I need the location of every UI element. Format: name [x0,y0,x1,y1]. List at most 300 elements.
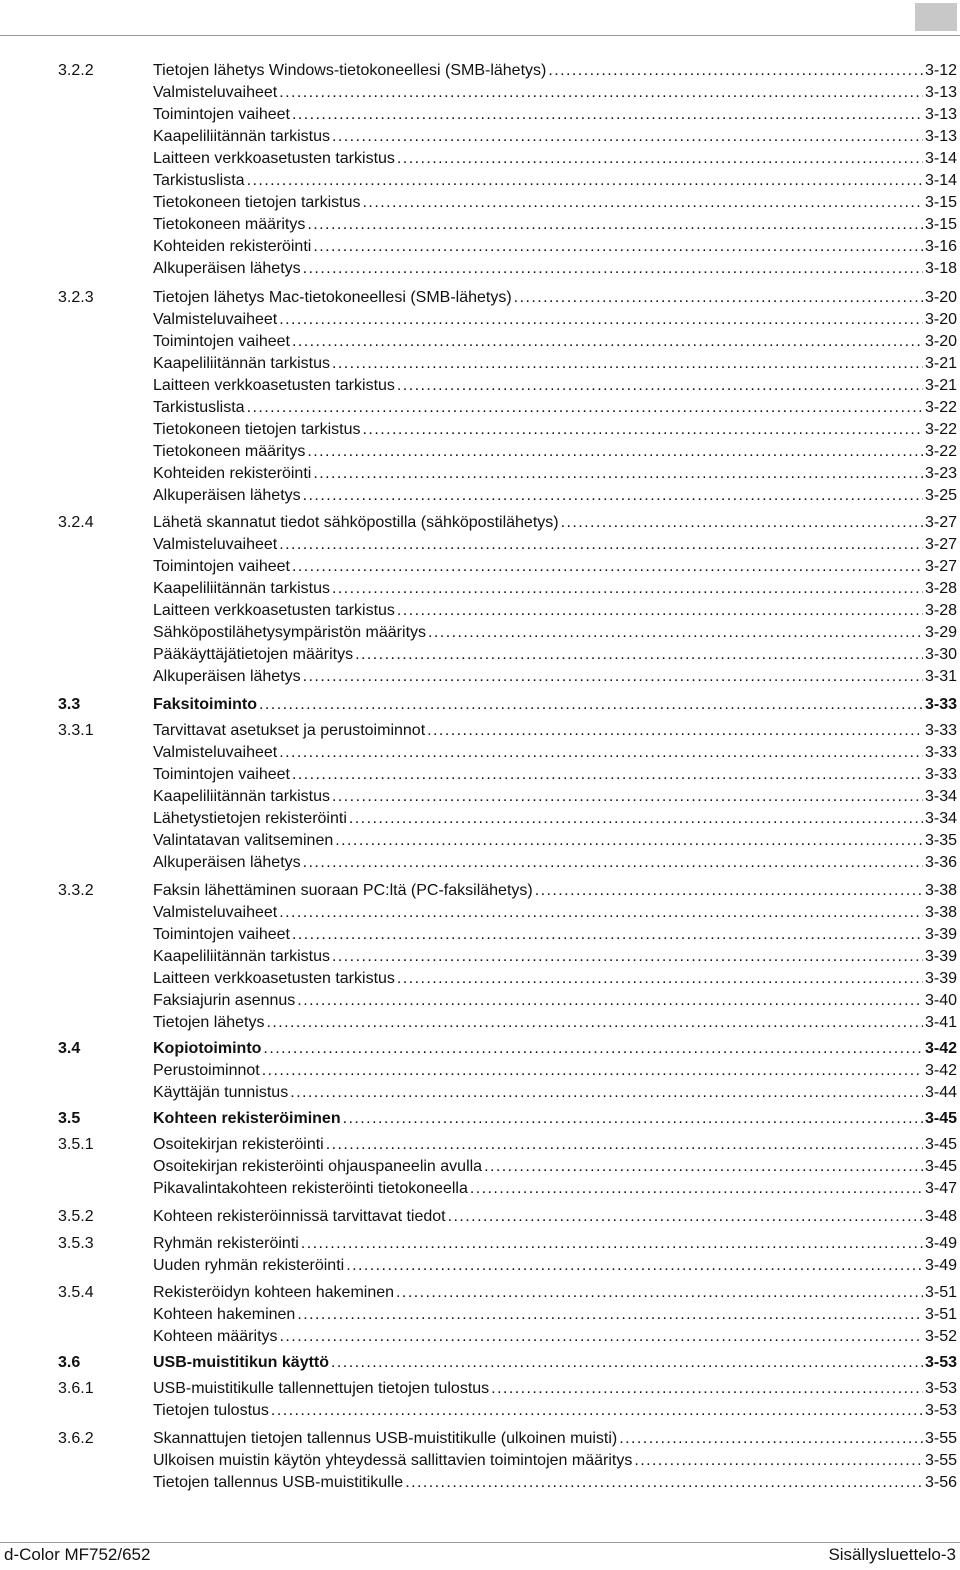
toc-row[interactable] [0,148,960,170]
toc-page-number[interactable]: 3-22 [924,443,957,460]
toc-entry-title[interactable]: Tietojen lähetys Mac-tietokoneellesi (SMB-lähetys) [153,289,512,306]
toc-entry-title[interactable]: Uuden ryhmän rekisteröinti [153,1257,345,1274]
toc-entry-title[interactable]: Alkuperäisen lähetys [153,260,301,277]
dot-leader [279,534,923,556]
toc-entry[interactable] [153,644,957,666]
toc-entry[interactable] [153,808,957,830]
toc-page-number[interactable]: 3-31 [924,668,957,685]
toc-entry-title[interactable]: Kopiotoiminto [153,1040,262,1057]
dot-leader [335,830,923,852]
toc-entry[interactable] [153,1326,957,1348]
toc-entry[interactable] [153,946,957,968]
toc-entry-title[interactable]: Laitteen verkkoasetusten tarkistus [153,602,395,619]
dot-leader [297,1304,923,1326]
toc-entry[interactable] [153,331,957,353]
toc-row[interactable] [0,236,960,258]
toc-page-number[interactable]: 3-15 [924,194,957,211]
dot-leader [331,1352,923,1374]
toc-entry-title[interactable]: Tietokoneen tietojen tarkistus [153,421,361,438]
toc-page-number[interactable]: 3-23 [924,465,957,482]
toc-entry-title[interactable]: Laitteen verkkoasetusten tarkistus [153,150,395,167]
toc-entry-title[interactable]: Faksin lähettäminen suoraan PC:ltä (PC-faksilähetys) [153,882,533,899]
toc-row[interactable] [0,1450,960,1472]
toc-row[interactable] [0,485,960,507]
toc-entry-title[interactable]: Tietojen tulostus [153,1402,269,1419]
toc-page-number[interactable]: 3-52 [924,1328,957,1345]
toc-entry-title[interactable]: Toimintojen vaiheet [153,333,290,350]
toc-entry-title[interactable]: Kohteiden rekisteröinti [153,238,312,255]
toc-entry[interactable] [153,214,957,236]
toc-entry-title[interactable]: Valmisteluvaiheet [153,536,278,553]
toc-page-number[interactable]: 3-47 [924,1180,957,1197]
toc-section-number: 3.4 [58,1040,81,1057]
toc-entry-title[interactable]: USB-muistitikulle tallennettujen tietojen tulostus [153,1380,490,1397]
toc-row[interactable] [0,666,960,688]
toc-entry-title[interactable]: Faksitoiminto [153,696,258,713]
toc-entry-title[interactable]: Valintatavan valitseminen [153,832,334,849]
toc-page-number[interactable]: 3-55 [924,1430,957,1447]
toc-entry[interactable] [153,830,957,852]
toc-page-number[interactable]: 3-49 [924,1235,957,1252]
toc-row[interactable] [0,353,960,375]
toc-row[interactable] [0,644,960,666]
toc-page-number[interactable]: 3-36 [924,854,957,871]
toc-entry[interactable] [153,1156,957,1178]
toc-entry-title[interactable]: Sähköpostilähetysympäristön määritys [153,624,427,641]
toc-page-number[interactable]: 3-33 [924,766,957,783]
dot-leader [247,397,923,419]
toc-row[interactable] [0,1012,960,1034]
toc-entry-title[interactable]: Kohteen rekisteröinnissä tarvittavat tiedot [153,1208,446,1225]
toc-row[interactable] [0,556,960,578]
toc-page-number[interactable]: 3-20 [924,289,957,306]
toc-page-number[interactable]: 3-51 [924,1306,957,1323]
toc-entry[interactable] [153,170,957,192]
toc-entry-title[interactable]: Toimintojen vaiheet [153,766,290,783]
toc-page-number[interactable]: 3-18 [924,260,957,277]
toc-row[interactable] [0,1304,960,1326]
toc-entry[interactable] [153,1038,957,1060]
toc-row[interactable] [0,1255,960,1277]
toc-row[interactable] [0,375,960,397]
toc-entry-title[interactable]: Valmisteluvaiheet [153,744,278,761]
toc-row[interactable] [0,214,960,236]
dot-leader [263,1038,923,1060]
dot-leader [259,694,923,716]
toc-entry[interactable] [153,1450,957,1472]
toc-entry-title[interactable]: Osoitekirjan rekisteröinti ohjauspaneelin avulla [153,1158,483,1175]
toc-page-number[interactable]: 3-45 [924,1110,957,1127]
dot-leader [303,485,923,507]
toc-entry-title[interactable]: Pääkäyttäjätietojen määritys [153,646,354,663]
toc-section-number: 3.3.2 [58,882,94,899]
footer-page-label: Sisällysluettelo-3 [828,1545,956,1564]
toc-page-number[interactable]: 3-56 [924,1474,957,1491]
dot-leader [303,666,923,688]
toc-row[interactable] [0,1156,960,1178]
toc-page-number[interactable]: 3-42 [924,1062,957,1079]
toc-page-number[interactable]: 3-42 [924,1040,957,1057]
dot-leader [470,1178,923,1200]
toc-row[interactable] [0,946,960,968]
toc-entry[interactable] [153,192,957,214]
dot-leader [303,852,923,874]
toc-row[interactable] [0,463,960,485]
toc-entry[interactable] [153,1060,957,1082]
toc-row[interactable] [0,578,960,600]
toc-entry[interactable] [153,1428,957,1450]
toc-page-number[interactable]: 3-44 [924,1084,957,1101]
footer-product-name: d-Color MF752/652 [4,1545,151,1564]
toc-row[interactable] [0,1060,960,1082]
toc-entry-title[interactable]: Ryhmän rekisteröinti [153,1235,299,1252]
toc-entry-title[interactable]: Käyttäjän tunnistus [153,1084,289,1101]
toc-entry-title[interactable]: Skannattujen tietojen tallennus USB-muistitikulle (ulkoinen muisti) [153,1430,618,1447]
toc-entry[interactable] [153,309,957,331]
dot-leader [535,880,923,902]
toc-section-number: 3.2.2 [58,62,94,79]
toc-entry[interactable] [153,353,957,375]
toc-entry-title[interactable]: USB-muistitikun käyttö [153,1354,330,1371]
toc-row[interactable] [0,331,960,353]
toc-entry[interactable] [153,126,957,148]
corner-tab-marker [915,3,957,31]
toc-entry[interactable] [153,441,957,463]
toc-page-number[interactable]: 3-38 [924,904,957,921]
toc-row[interactable] [0,534,960,556]
dot-leader [332,126,923,148]
toc-entry[interactable] [153,258,957,280]
toc-row[interactable] [0,786,960,808]
dot-leader [307,441,923,463]
toc-entry[interactable] [153,236,957,258]
toc-page-number[interactable]: 3-16 [924,238,957,255]
toc-page-number[interactable]: 3-49 [924,1257,957,1274]
toc-page-number[interactable]: 3-25 [924,487,957,504]
dot-leader [427,720,923,742]
toc-row[interactable] [0,924,960,946]
toc-page-number[interactable]: 3-55 [924,1452,957,1469]
toc-entry-title[interactable]: Valmisteluvaiheet [153,311,278,328]
toc-page-number[interactable]: 3-33 [924,722,957,739]
toc-entry-title[interactable]: Lähetystietojen rekisteröinti [153,810,347,827]
toc-page-number[interactable]: 3-33 [924,696,957,713]
toc-page-number[interactable]: 3-53 [924,1354,957,1371]
toc-entry-title[interactable]: Tietokoneen tietojen tarkistus [153,194,361,211]
toc-entry-title[interactable]: Tarkistuslista [153,172,245,189]
toc-row[interactable] [0,1352,960,1374]
toc-entry-title[interactable]: Laitteen verkkoasetusten tarkistus [153,970,395,987]
toc-row[interactable] [0,1178,960,1200]
toc-entry-title[interactable]: Tietokoneen määritys [153,443,306,460]
toc-entry-title[interactable]: Kohteen määritys [153,1328,278,1345]
toc-page-number[interactable]: 3-22 [924,421,957,438]
toc-entry-title[interactable]: Laitteen verkkoasetusten tarkistus [153,377,395,394]
toc-row[interactable] [0,82,960,104]
toc-row[interactable] [0,192,960,214]
toc-row[interactable] [0,1233,960,1255]
toc-entry-title[interactable]: Ulkoisen muistin käytön yhteydessä sallittavien toimintojen määritys [153,1452,633,1469]
toc-page-number[interactable]: 3-30 [924,646,957,663]
dot-leader [292,764,923,786]
toc-page-number[interactable]: 3-21 [924,377,957,394]
toc-section-number: 3.3 [58,696,81,713]
toc-page-number[interactable]: 3-40 [924,992,957,1009]
toc-entry-title[interactable]: Faksiajurin asennus [153,992,296,1009]
toc-entry-title[interactable]: Valmisteluvaiheet [153,84,278,101]
toc-page-number[interactable]: 3-14 [924,150,957,167]
toc-row[interactable] [0,764,960,786]
toc-entry[interactable] [153,622,957,644]
toc-row[interactable] [0,1326,960,1348]
toc-entry[interactable] [153,990,957,1012]
toc-entry[interactable] [153,1206,957,1228]
toc-entry[interactable] [153,1178,957,1200]
toc-entry-title[interactable]: Kohteen hakeminen [153,1306,296,1323]
toc-entry-title[interactable]: Alkuperäisen lähetys [153,487,301,504]
toc-row[interactable] [0,1134,960,1156]
toc-page-number[interactable]: 3-41 [924,1014,957,1031]
toc-page-number[interactable]: 3-27 [924,558,957,575]
toc-row[interactable] [0,600,960,622]
dot-leader [349,808,923,830]
toc-entry-title[interactable]: Alkuperäisen lähetys [153,854,301,871]
toc-page-number[interactable]: 3-13 [924,84,957,101]
toc-entry-title[interactable]: Kaapeliliitännän tarkistus [153,788,330,805]
toc-entry-title[interactable]: Pikavalintakohteen rekisteröinti tietokoneella [153,1180,468,1197]
toc-entry[interactable] [153,742,957,764]
toc-entry-title[interactable]: Rekisteröidyn kohteen hakeminen [153,1284,395,1301]
dot-leader [279,82,923,104]
toc-entry[interactable] [153,666,957,688]
toc-entry[interactable] [153,578,957,600]
toc-entry-title[interactable]: Tietokoneen määritys [153,216,306,233]
toc-page-number[interactable]: 3-48 [924,1208,957,1225]
toc-entry[interactable] [153,287,957,309]
toc-row[interactable] [0,419,960,441]
toc-row[interactable] [0,104,960,126]
toc-entry[interactable] [153,764,957,786]
dot-leader [292,331,923,353]
toc-page-number[interactable]: 3-20 [924,311,957,328]
toc-entry[interactable] [153,1233,957,1255]
toc-row[interactable] [0,742,960,764]
toc-page-number[interactable]: 3-45 [924,1158,957,1175]
toc-entry[interactable] [153,852,957,874]
toc-row[interactable] [0,990,960,1012]
toc-entry[interactable] [153,1134,957,1156]
toc-entry-title[interactable]: Perustoiminnot [153,1062,260,1079]
toc-row[interactable] [0,512,960,534]
toc-entry[interactable] [153,463,957,485]
toc-entry-title[interactable]: Lähetä skannatut tiedot sähköpostilla (sähköpostilähetys) [153,514,559,531]
toc-entry[interactable] [153,720,957,742]
toc-entry[interactable] [153,104,957,126]
toc-page-number[interactable]: 3-45 [924,1136,957,1153]
dot-leader [514,287,923,309]
toc-page-number[interactable]: 3-14 [924,172,957,189]
toc-entry[interactable] [153,512,957,534]
toc-section-number: 3.6.2 [58,1430,94,1447]
toc-entry[interactable] [153,1282,957,1304]
toc-entry-title[interactable]: Valmisteluvaiheet [153,904,278,921]
dot-leader [301,1233,923,1255]
toc-entry-title[interactable]: Toimintojen vaiheet [153,926,290,943]
dot-leader [397,968,923,990]
dot-leader [363,419,923,441]
toc-row[interactable] [0,1038,960,1060]
toc-entry-title[interactable]: Tietojen lähetys [153,1014,265,1031]
toc-entry[interactable] [153,1378,957,1400]
toc-row[interactable] [0,720,960,742]
toc-entry-title[interactable]: Tarvittavat asetukset ja perustoiminnot [153,722,426,739]
toc-entry[interactable] [153,556,957,578]
toc-entry[interactable] [153,485,957,507]
toc-row[interactable] [0,1428,960,1450]
toc-row[interactable] [0,170,960,192]
toc-page-number[interactable]: 3-28 [924,580,957,597]
toc-section-number: 3.5.2 [58,1208,94,1225]
dot-leader [280,1326,923,1348]
toc-page-number[interactable]: 3-39 [924,970,957,987]
toc-row[interactable] [0,880,960,902]
toc-entry[interactable] [153,902,957,924]
dot-leader [332,353,923,375]
toc-page-number[interactable]: 3-28 [924,602,957,619]
dot-leader [307,214,923,236]
toc-entry[interactable] [153,148,957,170]
toc-page-number[interactable]: 3-51 [924,1284,957,1301]
toc-row[interactable] [0,1082,960,1104]
toc-page-number[interactable]: 3-33 [924,744,957,761]
toc-entry[interactable] [153,1472,957,1494]
toc-page-number[interactable]: 3-22 [924,399,957,416]
toc-page-number[interactable]: 3-20 [924,333,957,350]
toc-row[interactable] [0,808,960,830]
toc-page-number[interactable]: 3-38 [924,882,957,899]
toc-page-number[interactable]: 3-53 [924,1402,957,1419]
dot-leader [290,1082,923,1104]
toc-entry-title[interactable]: Kaapeliliitännän tarkistus [153,580,330,597]
dot-leader [396,1282,923,1304]
toc-row[interactable] [0,287,960,309]
toc-row[interactable] [0,852,960,874]
toc-entry-title[interactable]: Kohteen rekisteröiminen [153,1110,341,1127]
toc-row[interactable] [0,902,960,924]
toc-row[interactable] [0,441,960,463]
toc-entry[interactable] [153,694,957,716]
toc-entry[interactable] [153,60,957,82]
toc-entry[interactable] [153,1012,957,1034]
toc-page-number[interactable]: 3-29 [924,624,957,641]
toc-row[interactable] [0,1206,960,1228]
dot-leader [332,578,923,600]
toc-entry-title[interactable]: Kaapeliliitännän tarkistus [153,355,330,372]
toc-entry[interactable] [153,1108,957,1130]
toc-page-number[interactable]: 3-21 [924,355,957,372]
toc-row[interactable] [0,1378,960,1400]
toc-entry-title[interactable]: Kaapeliliitännän tarkistus [153,128,330,145]
dot-leader [279,902,923,924]
toc-entry[interactable] [153,600,957,622]
dot-leader [326,1134,923,1156]
toc-page-number[interactable]: 3-12 [924,62,957,79]
toc-entry[interactable] [153,375,957,397]
toc-entry[interactable] [153,534,957,556]
toc-entry-title[interactable]: Tietojen lähetys Windows-tietokoneellesi (SMB-lähetys) [153,62,547,79]
toc-row[interactable] [0,309,960,331]
dot-leader [397,600,923,622]
toc-row[interactable] [0,622,960,644]
toc-row[interactable] [0,968,960,990]
dot-leader [332,946,923,968]
dot-leader [634,1450,923,1472]
toc-page-number[interactable]: 3-27 [924,536,957,553]
toc-entry-title[interactable]: Tietojen tallennus USB-muistitikulle [153,1474,404,1491]
toc-row[interactable] [0,1282,960,1304]
dot-leader [343,1108,923,1130]
toc-row[interactable] [0,1472,960,1494]
toc-row[interactable] [0,830,960,852]
toc-page-number[interactable]: 3-13 [924,106,957,123]
toc-page-number[interactable]: 3-34 [924,810,957,827]
toc-entry[interactable] [153,1082,957,1104]
toc-entry[interactable] [153,786,957,808]
toc-entry-title[interactable]: Kohteiden rekisteröinti [153,465,312,482]
toc-section-number: 3.3.1 [58,722,94,739]
dot-leader [297,990,923,1012]
dot-leader [491,1378,923,1400]
toc-row[interactable] [0,397,960,419]
toc-entry[interactable] [153,1304,957,1326]
toc-entry-title[interactable]: Tarkistuslista [153,399,245,416]
toc-page-number[interactable]: 3-39 [924,948,957,965]
toc-entry[interactable] [153,880,957,902]
dot-leader [397,375,923,397]
toc-page-number[interactable]: 3-15 [924,216,957,233]
toc-page-number[interactable]: 3-13 [924,128,957,145]
toc-page-number[interactable]: 3-53 [924,1380,957,1397]
toc-entry-title[interactable]: Kaapeliliitännän tarkistus [153,948,330,965]
toc-entry[interactable] [153,397,957,419]
toc-row[interactable] [0,126,960,148]
toc-page-number[interactable]: 3-35 [924,832,957,849]
toc-page-number[interactable]: 3-27 [924,514,957,531]
toc-entry[interactable] [153,924,957,946]
toc-page-number[interactable]: 3-34 [924,788,957,805]
dot-leader [303,258,923,280]
toc-entry[interactable] [153,968,957,990]
dot-leader [313,236,923,258]
toc-row[interactable] [0,694,960,716]
dot-leader [292,104,923,126]
toc-row[interactable] [0,60,960,82]
toc-entry-title[interactable]: Alkuperäisen lähetys [153,668,301,685]
toc-entry-title[interactable]: Osoitekirjan rekisteröinti [153,1136,324,1153]
toc-entry[interactable] [153,1255,957,1277]
toc-row[interactable] [0,258,960,280]
toc-row[interactable] [0,1400,960,1422]
toc-entry-title[interactable]: Toimintojen vaiheet [153,106,290,123]
toc-entry-title[interactable]: Toimintojen vaiheet [153,558,290,575]
toc-page-number[interactable]: 3-39 [924,926,957,943]
dot-leader [484,1156,923,1178]
toc-entry[interactable] [153,1352,957,1374]
toc-entry[interactable] [153,419,957,441]
toc-row[interactable] [0,1108,960,1130]
toc-entry[interactable] [153,82,957,104]
toc-entry[interactable] [153,1400,957,1422]
